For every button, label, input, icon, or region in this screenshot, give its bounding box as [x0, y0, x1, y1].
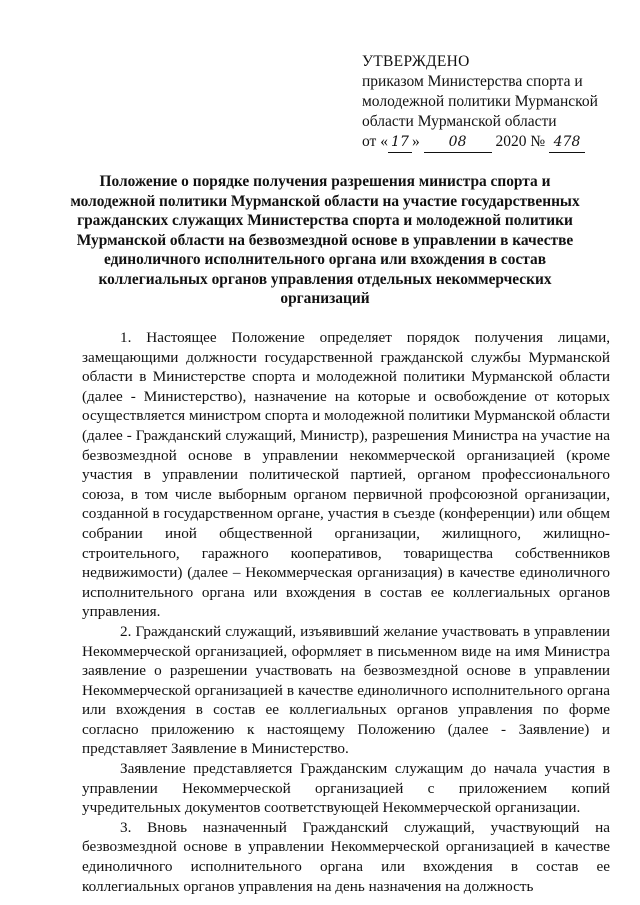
approval-line-1: приказом Министерства спорта и — [362, 73, 583, 90]
handwritten-day: 17 — [388, 132, 412, 153]
date-quote-close: » — [411, 133, 420, 150]
approval-stamp — [362, 52, 632, 153]
approval-heading: УТВЕРЖДЕНО — [362, 53, 470, 70]
paragraph: Заявление представляется Гражданским служащим до начала участия в управлении Некоммерческой организацией с приложением копий учредительных документов соответствующей Некоммерческой организации. — [82, 760, 610, 817]
date-prefix: от « — [362, 133, 388, 150]
approval-date-line — [362, 132, 632, 153]
approval-line-2: молодежной политики Мурманской — [362, 93, 598, 110]
paragraph: 3. Вновь назначенный Гражданский служащий, участвующий на безвозмездной основе в управлении Некоммерческой организацией в качестве единоличного исполнительного органа или вхождения в состав ее коллегиальных органов управления на день назначения на должность — [82, 818, 610, 895]
document-title: Положение о порядке получения разрешения министра спорта и молодежной политики Мурманской области на участие государственных гражданских служащих Министерства спорта и молодежной политики Мурманской области на безвозмездной основе в управлении в качестве единоличного исполнительного органа или вхождения в состав коллегиальных органов управления отдельных некоммерческих организаций — [70, 173, 580, 307]
paragraph: 1. Настоящее Положение определяет порядок получения лицами, замещающими должности государственной гражданской службы Мурманской области в Министерстве спорта и молодежной политики Мурманской области (далее - Министерство), назначение на которые и освобождение от которых осуществляется министром спорта и молодежной политики Мурманской области (далее - Гражданский служащий, Министр), разрешения Министра на участие на безвозмездной основе в управлении некоммерческой организацией (кроме участия в управлении политической партией, органом профессионального союза, в том числе выборным органом первичной профсоюзной организации, созданной в государственном органе, участия в съезде (конференции) или общем собрании иной общественной организации, жилищного, жилищно-строительного, гаражного кооперативов, товарищества собственников недвижимости) (далее – Некоммерческая организация) в качестве единоличного исполнительного органа или вхождения в состав ее коллегиальных органов управления. — [82, 329, 610, 621]
document-body — [82, 328, 610, 896]
handwritten-order-number: 478 — [549, 132, 585, 153]
handwritten-month: 08 — [424, 132, 492, 153]
date-year: 2020 № — [495, 133, 546, 150]
paragraph: 2. Гражданский служащий, изъявивший желание участвовать в управлении Некоммерческой организацией, оформляет в письменном виде на имя Министра заявление о разрешении участвовать на безвозмездной основе в управлении Некоммерческой организацией в качестве единоличного исполнительного органа или вхождения в состав ее коллегиальных органов управления по форме согласно приложению к настоящему Положению (далее - Заявление) и представляет Заявление в Министерство. — [82, 622, 610, 758]
approval-line-3: области Мурманской области — [362, 113, 557, 130]
